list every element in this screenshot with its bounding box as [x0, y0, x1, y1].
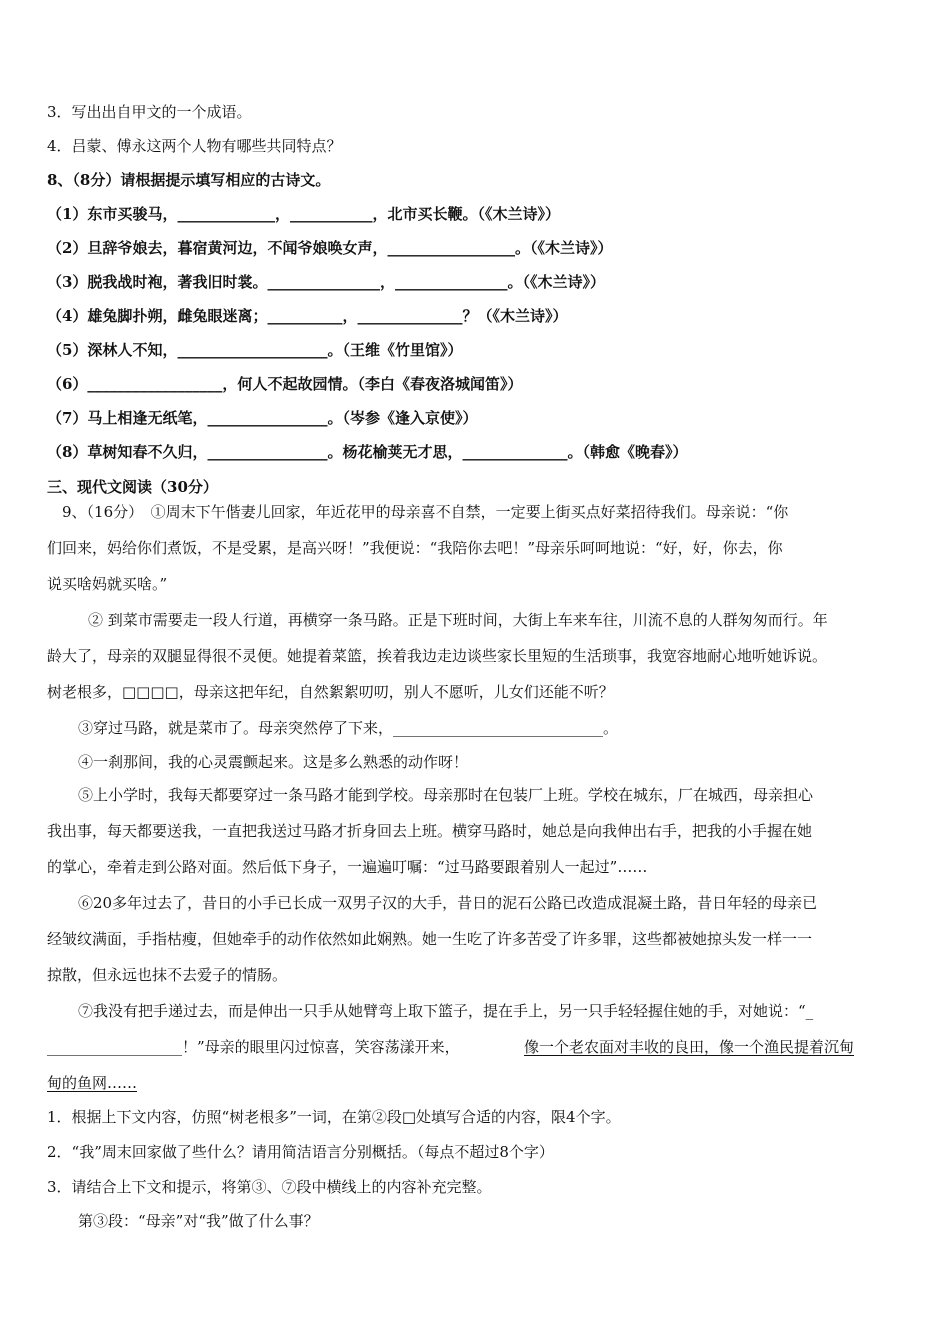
poem-item-1: （1）东市买骏马，_____________，___________，北市买长鞭。（《木兰诗》） — [47, 205, 560, 223]
passage-para-6-line-3: 掠散，但永远也抹不去爱子的情肠。 — [47, 966, 288, 984]
passage-para-2-line-1: ② 到菜市需要走一段人行道，再横穿一条马路。正是下班时间，大街上车来车往，川流不息的人群匆匆而行。年 — [88, 611, 828, 629]
passage-para-6-line-1: ⑥20多年过去了，昔日的小手已长成一双男子汉的大手，昔日的泥石公路已改造成混凝土路，昔日年轻的母亲已 — [78, 894, 818, 912]
passage-para-7-line-1: ⑦我没有把手递过去，而是伸出一只手从她臂弯上取下篮子，提在手上，另一只手轻轻握住她的手，对她说：“_ — [78, 1002, 814, 1020]
sub-question-1: 1．根据上下文内容，仿照“树老根多”一词，在第②段□处填写合适的内容，限4个字。 — [47, 1108, 621, 1126]
passage-para-5-line-3: 的掌心，牵着走到公路对面。然后低下身子，一遍遍叮嘱：“过马路要跟着别人一起过”…… — [47, 858, 648, 876]
poem-item-2: （2）旦辞爷娘去，暮宿黄河边，不闻爷娘唤女声，_________________。（《木兰诗》） — [47, 239, 613, 257]
sub-question-3-prompt: 第③段：“母亲”对“我”做了什么事？ — [78, 1212, 319, 1230]
sub-question-2: 2．“我”周末回家做了些什么？请用简洁语言分别概括。（每点不超过8个字） — [47, 1143, 554, 1161]
passage-para-3: ③穿过马路，就是菜市了。母亲突然停了下来，____________________________。 — [78, 719, 619, 737]
poem-item-8: （8）草树知春不久归，________________。杨花榆荚无才思，______________。（韩愈《晚春》） — [47, 443, 688, 461]
poem-item-7: （7）马上相逢无纸笔，________________。（岑参《逢入京使》） — [47, 409, 478, 427]
passage-para-5-line-1: ⑤上小学时，我每天都要穿过一条马路才能到学校。母亲那时在包装厂上班。学校在城东，厂在城西，母亲担心 — [78, 786, 814, 804]
question-8-heading: 8、（8分）请根据提示填写相应的古诗文。 — [47, 171, 331, 189]
passage-para-6-line-2: 经皱纹满面，手指枯瘦，但她牵手的动作依然如此娴熟。她一生吃了许多苦受了许多罪，这些都被她掠头发一样一一 — [47, 930, 813, 948]
section-3-heading: 三、现代文阅读（30分） — [47, 478, 218, 496]
poem-item-4: （4）雄兔脚扑朔，雌兔眼迷离；__________，______________？（《木兰诗》） — [47, 307, 568, 325]
question-3: 3．写出出自甲文的一个成语。 — [47, 103, 252, 121]
underlined-simile: 像一个老农面对丰收的良田，像一个渔民提着沉甸 — [524, 1038, 855, 1056]
passage-para-1-line-3: 说买啥妈就买啥。” — [47, 575, 168, 593]
passage-para-7-line-3: 甸的鱼网…… — [47, 1074, 138, 1092]
poem-item-5: （5）深林人不知，____________________。（王维《竹里馆》） — [47, 341, 463, 359]
poem-item-6: （6）__________________，何人不起故园情。（李白《春夜洛城闻笛》） — [47, 375, 523, 393]
passage-para-1-line-2: 们回来，妈给你们煮饭，不是受累，是高兴呀！”我便说：“我陪你去吧！”母亲乐呵呵地说：“好，好，你去，你 — [47, 539, 783, 557]
passage-para-2-line-3: 树老根多，□□□□，母亲这把年纪，自然絮絮叨叨，别人不愿听，儿女们还能不听？ — [47, 683, 614, 701]
passage-para-2-line-2: 龄大了，母亲的双腿显得很不灵便。她提着菜篮，挨着我边走边谈些家长里短的生活琐事，我宽容地耐心地听她诉说。 — [47, 647, 828, 665]
passage-para-4: ④一刹那间，我的心灵震颤起来。这是多么熟悉的动作呀！ — [78, 753, 469, 771]
passage-para-1-line-1: 9、（16分） ①周末下午偕妻儿回家，年近花甲的母亲喜不自禁，一定要上街买点好菜招待我们。母亲说：“你 — [62, 503, 789, 521]
question-4: 4．吕蒙、傅永这两个人物有哪些共同特点？ — [47, 137, 342, 155]
passage-para-5-line-2: 我出事，每天都要送我，一直把我送过马路才折身回去上班。横穿马路时，她总是向我伸出右手，把我的小手握在她 — [47, 822, 813, 840]
passage-para-7-line-2: __________________！”母亲的眼里闪过惊喜，笑容荡漾开来， — [47, 1038, 460, 1056]
sub-question-3: 3．请结合上下文和提示，将第③、⑦段中横线上的内容补充完整。 — [47, 1178, 492, 1196]
poem-item-3: （3）脱我战时袍，著我旧时裳。_______________，_______________。（《木兰诗》） — [47, 273, 605, 291]
